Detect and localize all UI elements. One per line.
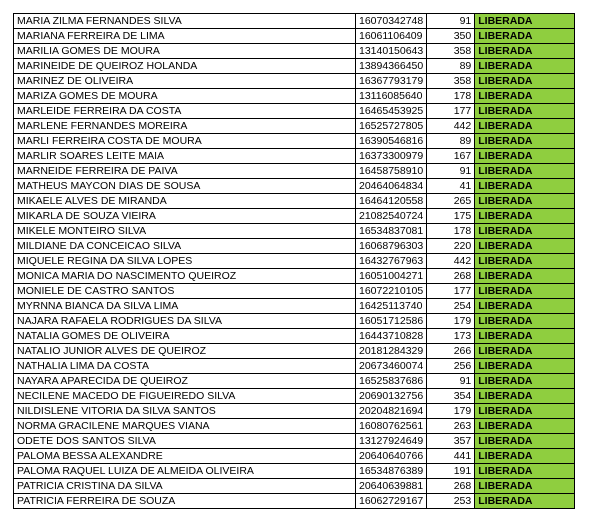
id-cell[interactable]: 13116085640 xyxy=(356,89,427,104)
status-cell[interactable]: LIBERADA xyxy=(475,479,575,494)
table-row xyxy=(14,434,575,449)
status-cell[interactable]: LIBERADA xyxy=(475,209,575,224)
name-cell[interactable]: PATRICIA CRISTINA DA SILVA xyxy=(14,479,356,494)
id-cell[interactable]: 20181284329 xyxy=(356,344,427,359)
name-cell[interactable]: NATALIO JUNIOR ALVES DE QUEIROZ xyxy=(14,344,356,359)
table-row xyxy=(14,419,575,434)
table-row xyxy=(14,464,575,479)
status-cell[interactable]: LIBERADA xyxy=(475,494,575,509)
table-row xyxy=(14,374,575,389)
id-cell[interactable]: 13127924649 xyxy=(356,434,427,449)
value-cell[interactable]: 441 xyxy=(427,449,475,464)
name-cell[interactable]: MARIANA FERREIRA DE LIMA xyxy=(14,29,356,44)
name-cell[interactable]: MYRNNA BIANCA DA SILVA LIMA xyxy=(14,299,356,314)
value-cell[interactable]: 91 xyxy=(427,14,475,29)
status-cell[interactable]: LIBERADA xyxy=(475,239,575,254)
status-cell[interactable]: LIBERADA xyxy=(475,254,575,269)
name-cell[interactable]: MARINEIDE DE QUEIROZ HOLANDA xyxy=(14,59,356,74)
name-cell[interactable]: MONIELE DE CASTRO SANTOS xyxy=(14,284,356,299)
name-cell[interactable]: MARLIR SOARES LEITE MAIA xyxy=(14,149,356,164)
name-cell[interactable]: NAJARA RAFAELA RODRIGUES DA SILVA xyxy=(14,314,356,329)
table-row xyxy=(14,164,575,179)
value-cell[interactable]: 350 xyxy=(427,29,475,44)
id-cell[interactable]: 16373300979 xyxy=(356,149,427,164)
id-cell[interactable]: 16051004271 xyxy=(356,269,427,284)
id-cell[interactable]: 16051712586 xyxy=(356,314,427,329)
name-cell[interactable]: NATHALIA LIMA DA COSTA xyxy=(14,359,356,374)
id-cell[interactable]: 16464120558 xyxy=(356,194,427,209)
table-row xyxy=(14,104,575,119)
name-cell[interactable]: MARLI FERREIRA COSTA DE MOURA xyxy=(14,134,356,149)
id-cell[interactable]: 16465453925 xyxy=(356,104,427,119)
name-cell[interactable]: ODETE DOS SANTOS SILVA xyxy=(14,434,356,449)
name-cell[interactable]: NAYARA APARECIDA DE QUEIROZ xyxy=(14,374,356,389)
id-cell[interactable]: 16061106409 xyxy=(356,29,427,44)
table-row xyxy=(14,299,575,314)
id-cell[interactable]: 20464064834 xyxy=(356,179,427,194)
id-cell[interactable]: 16534837081 xyxy=(356,224,427,239)
table-row xyxy=(14,254,575,269)
status-cell[interactable]: LIBERADA xyxy=(475,434,575,449)
id-cell[interactable]: 16525727805 xyxy=(356,119,427,134)
status-cell[interactable]: LIBERADA xyxy=(475,299,575,314)
value-cell[interactable]: 173 xyxy=(427,329,475,344)
id-cell[interactable]: 20673460074 xyxy=(356,359,427,374)
status-cell[interactable]: LIBERADA xyxy=(475,404,575,419)
table-row xyxy=(14,74,575,89)
value-cell[interactable]: 358 xyxy=(427,74,475,89)
status-cell[interactable]: LIBERADA xyxy=(475,74,575,89)
value-cell[interactable]: 263 xyxy=(427,419,475,434)
value-cell[interactable]: 41 xyxy=(427,179,475,194)
value-cell[interactable]: 177 xyxy=(427,284,475,299)
status-cell[interactable]: LIBERADA xyxy=(475,119,575,134)
status-cell[interactable]: LIBERADA xyxy=(475,464,575,479)
name-cell[interactable]: NILDISLENE VITORIA DA SILVA SANTOS xyxy=(14,404,356,419)
id-cell[interactable]: 16443710828 xyxy=(356,329,427,344)
status-cell[interactable]: LIBERADA xyxy=(475,359,575,374)
status-cell[interactable]: LIBERADA xyxy=(475,284,575,299)
status-cell[interactable]: LIBERADA xyxy=(475,59,575,74)
name-cell[interactable]: MARLENE FERNANDES MOREIRA xyxy=(14,119,356,134)
value-cell[interactable]: 220 xyxy=(427,239,475,254)
status-cell[interactable]: LIBERADA xyxy=(475,419,575,434)
status-cell[interactable]: LIBERADA xyxy=(475,269,575,284)
value-cell[interactable]: 442 xyxy=(427,254,475,269)
table-row xyxy=(14,149,575,164)
value-cell[interactable]: 91 xyxy=(427,374,475,389)
name-cell[interactable]: MIKELE MONTEIRO SILVA xyxy=(14,224,356,239)
name-cell[interactable]: MARIZA GOMES DE MOURA xyxy=(14,89,356,104)
table-body xyxy=(14,14,575,509)
table-row xyxy=(14,194,575,209)
id-cell[interactable]: 16525837686 xyxy=(356,374,427,389)
name-cell[interactable]: MARLEIDE FERREIRA DA COSTA xyxy=(14,104,356,119)
status-cell[interactable]: LIBERADA xyxy=(475,179,575,194)
value-cell[interactable]: 179 xyxy=(427,314,475,329)
name-cell[interactable]: MARINEZ DE OLIVEIRA xyxy=(14,74,356,89)
table-row xyxy=(14,59,575,74)
value-cell[interactable]: 254 xyxy=(427,299,475,314)
id-cell[interactable]: 16072210105 xyxy=(356,284,427,299)
id-cell[interactable]: 16080762561 xyxy=(356,419,427,434)
status-cell[interactable]: LIBERADA xyxy=(475,29,575,44)
value-cell[interactable]: 358 xyxy=(427,44,475,59)
value-cell[interactable]: 268 xyxy=(427,269,475,284)
name-cell[interactable]: NORMA GRACILENE MARQUES VIANA xyxy=(14,419,356,434)
status-cell[interactable]: LIBERADA xyxy=(475,344,575,359)
name-cell[interactable]: MATHEUS MAYCON DIAS DE SOUSA xyxy=(14,179,356,194)
value-cell[interactable]: 442 xyxy=(427,119,475,134)
status-cell[interactable]: LIBERADA xyxy=(475,389,575,404)
id-cell[interactable]: 13140150643 xyxy=(356,44,427,59)
status-cell[interactable]: LIBERADA xyxy=(475,134,575,149)
value-cell[interactable]: 89 xyxy=(427,134,475,149)
id-cell[interactable]: 20640639881 xyxy=(356,479,427,494)
table-row xyxy=(14,179,575,194)
name-cell[interactable]: NATALIA GOMES DE OLIVEIRA xyxy=(14,329,356,344)
status-cell[interactable]: LIBERADA xyxy=(475,164,575,179)
status-cell[interactable]: LIBERADA xyxy=(475,104,575,119)
table-row xyxy=(14,209,575,224)
id-cell[interactable]: 16458758910 xyxy=(356,164,427,179)
id-cell[interactable]: 16390546816 xyxy=(356,134,427,149)
value-cell[interactable]: 357 xyxy=(427,434,475,449)
status-cell[interactable]: LIBERADA xyxy=(475,44,575,59)
id-cell[interactable]: 16070342748 xyxy=(356,14,427,29)
name-cell[interactable]: MIKAELE ALVES DE MIRANDA xyxy=(14,194,356,209)
value-cell[interactable]: 354 xyxy=(427,389,475,404)
table-row xyxy=(14,404,575,419)
table-row xyxy=(14,269,575,284)
name-cell[interactable]: MARILIA GOMES DE MOURA xyxy=(14,44,356,59)
table-row xyxy=(14,329,575,344)
value-cell[interactable]: 191 xyxy=(427,464,475,479)
id-cell[interactable]: 20690132756 xyxy=(356,389,427,404)
name-cell[interactable]: PALOMA BESSA ALEXANDRE xyxy=(14,449,356,464)
table-row xyxy=(14,284,575,299)
status-cell[interactable]: LIBERADA xyxy=(475,194,575,209)
table-row xyxy=(14,29,575,44)
name-cell[interactable]: MONICA MARIA DO NASCIMENTO QUEIROZ xyxy=(14,269,356,284)
status-cell[interactable]: LIBERADA xyxy=(475,14,575,29)
table-row xyxy=(14,119,575,134)
table-row xyxy=(14,44,575,59)
id-cell[interactable]: 13894366450 xyxy=(356,59,427,74)
table-row xyxy=(14,224,575,239)
name-cell[interactable]: MIKARLA DE SOUZA VIEIRA xyxy=(14,209,356,224)
value-cell[interactable]: 89 xyxy=(427,59,475,74)
value-cell[interactable]: 178 xyxy=(427,89,475,104)
value-cell[interactable]: 256 xyxy=(427,359,475,374)
id-cell[interactable]: 20640640766 xyxy=(356,449,427,464)
value-cell[interactable]: 266 xyxy=(427,344,475,359)
table-row xyxy=(14,344,575,359)
name-cell[interactable]: PATRICIA FERREIRA DE SOUZA xyxy=(14,494,356,509)
table-row xyxy=(14,314,575,329)
table-row xyxy=(14,359,575,374)
table-row xyxy=(14,479,575,494)
table-row xyxy=(14,389,575,404)
status-cell[interactable]: LIBERADA xyxy=(475,449,575,464)
status-cell[interactable]: LIBERADA xyxy=(475,89,575,104)
table-row xyxy=(14,494,575,509)
value-cell[interactable]: 167 xyxy=(427,149,475,164)
table-row xyxy=(14,134,575,149)
status-cell[interactable]: LIBERADA xyxy=(475,374,575,389)
table-row xyxy=(14,89,575,104)
table-row xyxy=(14,449,575,464)
name-cell[interactable]: NECILENE MACEDO DE FIGUEIREDO SILVA xyxy=(14,389,356,404)
name-cell[interactable]: MIQUELE REGINA DA SILVA LOPES xyxy=(14,254,356,269)
spreadsheet-table xyxy=(13,13,575,509)
table-row xyxy=(14,14,575,29)
value-cell[interactable]: 179 xyxy=(427,404,475,419)
value-cell[interactable]: 177 xyxy=(427,104,475,119)
value-cell[interactable]: 253 xyxy=(427,494,475,509)
id-cell[interactable]: 16432767963 xyxy=(356,254,427,269)
id-cell[interactable]: 16534876389 xyxy=(356,464,427,479)
value-cell[interactable]: 268 xyxy=(427,479,475,494)
table-row xyxy=(14,239,575,254)
id-cell[interactable]: 16068796303 xyxy=(356,239,427,254)
value-cell[interactable]: 265 xyxy=(427,194,475,209)
status-cell[interactable]: LIBERADA xyxy=(475,314,575,329)
status-cell[interactable]: LIBERADA xyxy=(475,149,575,164)
name-cell[interactable]: MARNEIDE FERREIRA DE PAIVA xyxy=(14,164,356,179)
name-cell[interactable]: MILDIANE DA CONCEICAO SILVA xyxy=(14,239,356,254)
status-cell[interactable]: LIBERADA xyxy=(475,224,575,239)
value-cell[interactable]: 91 xyxy=(427,164,475,179)
value-cell[interactable]: 175 xyxy=(427,209,475,224)
id-cell[interactable]: 20204821694 xyxy=(356,404,427,419)
name-cell[interactable]: PALOMA RAQUEL LUIZA DE ALMEIDA OLIVEIRA xyxy=(14,464,356,479)
id-cell[interactable]: 16425113740 xyxy=(356,299,427,314)
id-cell[interactable]: 21082540724 xyxy=(356,209,427,224)
status-cell[interactable]: LIBERADA xyxy=(475,329,575,344)
value-cell[interactable]: 178 xyxy=(427,224,475,239)
name-cell[interactable]: MARIA ZILMA FERNANDES SILVA xyxy=(14,14,356,29)
id-cell[interactable]: 16062729167 xyxy=(356,494,427,509)
id-cell[interactable]: 16367793179 xyxy=(356,74,427,89)
